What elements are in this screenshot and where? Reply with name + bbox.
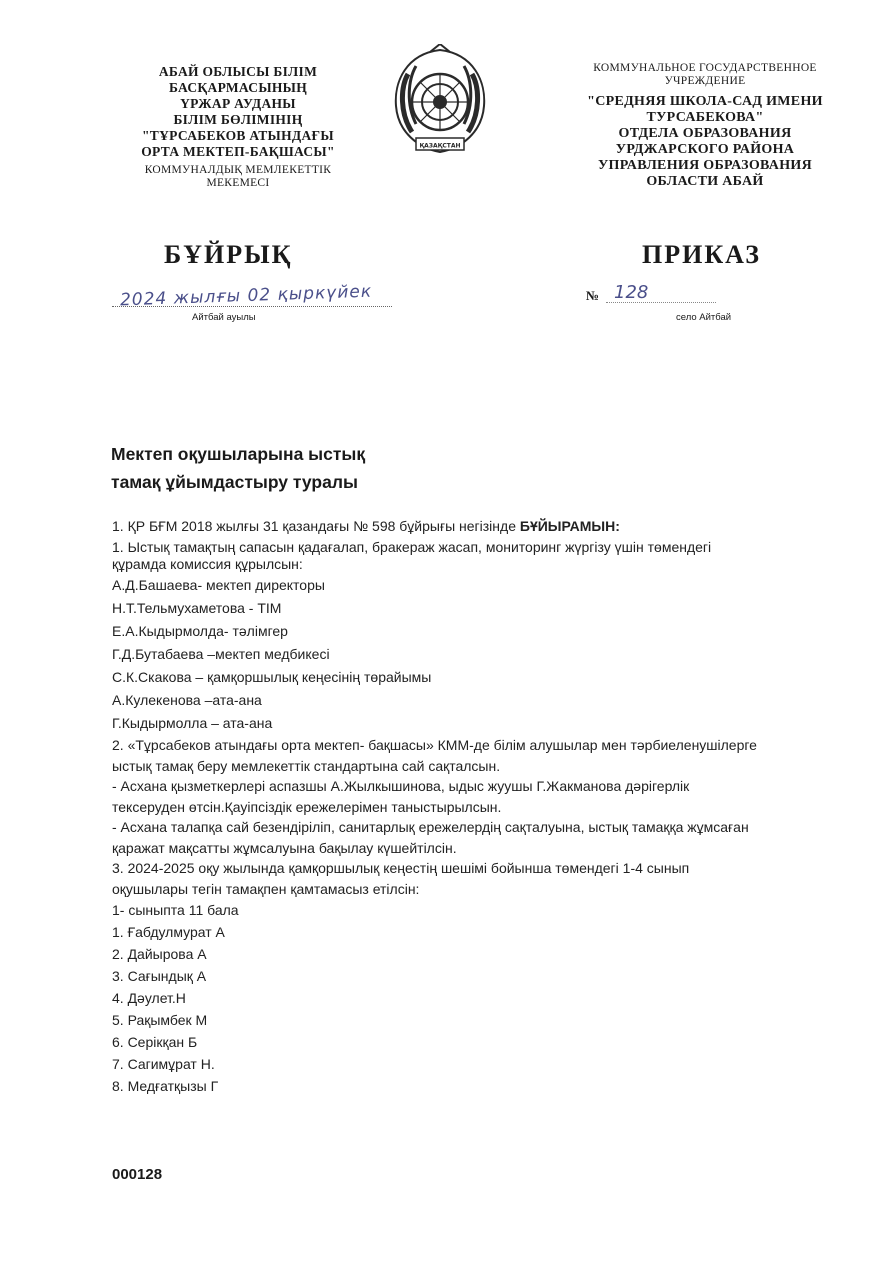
order-body <box>112 516 802 1097</box>
commission-member: С.К.Скакова – қамқоршылық кеңесінің төрайымы <box>112 669 432 685</box>
header-right-sub <box>560 62 850 88</box>
subject-line: Мектеп оқушыларына ыстық <box>111 444 366 464</box>
class-line: 1- сыныпта 11 бала <box>112 902 239 918</box>
header-right-line: УПРАВЛЕНИЯ ОБРАЗОВАНИЯ <box>597 158 812 173</box>
header-right-line: ОТДЕЛА ОБРАЗОВАНИЯ <box>618 126 792 141</box>
header-right-org <box>560 62 850 190</box>
commission-member: Е.А.Кыдырмолда- тәлімгер <box>112 623 288 639</box>
intro-bold: БҰЙЫРАМЫН: <box>519 518 620 534</box>
student-item: 8. Медғатқызы Г <box>112 1078 219 1094</box>
header-left-line: ОРТА МЕКТЕП-БАҚШАСЫ" <box>141 144 335 159</box>
header-left-line: БІЛІМ БӨЛІМІНІҢ <box>173 112 303 127</box>
commission-member: Г.Кыдырмолла – ата-ана <box>112 715 273 731</box>
header-left-sub-line: МЕКЕМЕСІ <box>206 177 270 189</box>
handwritten-order-number: 128 <box>614 282 649 303</box>
paragraph-2b-line: қаражат мақсатты жұмсалуына бақылау күшейтілсін. <box>112 839 457 856</box>
header-right-line: "СРЕДНЯЯ ШКОЛА-САД ИМЕНИ <box>587 94 823 109</box>
state-emblem-icon <box>386 44 494 162</box>
student-item: 3. Сағындық А <box>112 968 207 984</box>
order-title-ru: ПРИКАЗ <box>642 240 762 269</box>
order-number-label: № <box>586 288 600 303</box>
header-right-line: ОБЛАСТИ АБАЙ <box>646 174 764 189</box>
student-item: 5. Рақымбек М <box>112 1012 208 1028</box>
date-underline <box>112 306 392 307</box>
commission-member: Г.Д.Бутабаева –мектеп медбикесі <box>112 646 330 662</box>
paragraph-2a-line: - Асхана қызметкерлері аспазшы А.Жылкышинова, ыдыс жуушы Г.Жакманова дәрігерлік <box>112 778 690 794</box>
intro-line <box>112 516 802 537</box>
commission-member: А.Д.Башаева- мектеп директоры <box>112 577 325 593</box>
paragraph-2a-line: тексеруден өтсін.Қауіпсіздік ережелерімен таныстырылсын. <box>112 798 502 815</box>
handwritten-date: 2024 жылғы 02 қыркүйек <box>119 281 373 311</box>
header-left-org <box>118 64 358 190</box>
paragraph-1-line: 1. Ыстық тамақтың сапасын қадағалап, бракераж жасап, мониторинг жүргізу үшін төмендегі <box>112 538 712 555</box>
header-right-sub-line: УЧРЕЖДЕНИЕ <box>664 75 746 87</box>
student-item: 7. Сагимұрат Н. <box>112 1056 215 1072</box>
header-left-line: АБАЙ ОБЛЫСЫ БІЛІМ <box>158 64 318 79</box>
header-left-line: ҮРЖАР АУДАНЫ <box>180 96 296 111</box>
header-left-line: "ТҰРСАБЕКОВ АТЫНДАҒЫ <box>142 128 334 143</box>
order-title-kz: БҰЙРЫҚ <box>164 240 293 269</box>
paragraph-2-line: 2. «Тұрсабеков атындағы орта мектеп- бақшасы» КММ-де білім алушылар мен тәрбиеленушілерге <box>112 737 757 753</box>
header-left-sub-line: КОММУНАЛДЫҚ МЕМЛЕКЕТТІК <box>144 164 332 176</box>
header-right-sub-line: КОММУНАЛЬНОЕ ГОСУДАРСТВЕННОЕ <box>593 62 817 74</box>
header-left-line: БАСҚАРМАСЫНЫҢ <box>168 80 308 95</box>
paragraph-3-line: 3. 2024-2025 оқу жылында қамқоршылық кеңестің шешімі бойынша төмендегі 1-4 сынып <box>112 860 690 876</box>
document-serial-number: 000128 <box>112 1166 163 1183</box>
student-item: 2. Дайырова А <box>112 946 207 962</box>
order-subject <box>111 440 365 496</box>
village-name-kz: Айтбай ауылы <box>192 312 256 323</box>
subject-line: тамақ ұйымдастыру туралы <box>111 472 358 492</box>
header-right-line: УРДЖАРСКОГО РАЙОНА <box>615 142 795 157</box>
commission-member: Н.Т.Тельмухаметова - ТІМ <box>112 600 282 616</box>
intro-text: 1. ҚР БҒМ 2018 жылғы 31 қазандағы № 598 бұйрығы негізінде <box>112 518 520 534</box>
number-underline <box>606 302 716 303</box>
paragraph-2b-line: - Асхана талапқа сай безендіріліп, санитарлық ережелердің сақталуына, ыстық тамаққа жұмсаған <box>112 819 749 835</box>
village-name-ru: село Айтбай <box>676 312 732 323</box>
header-left-sub <box>118 164 358 190</box>
header-right-line: ТУРСАБЕКОВА" <box>646 110 764 125</box>
student-item: 1. Ғабдулмурат А <box>112 924 225 940</box>
svg-text:ҚАЗАҚСТАН: ҚАЗАҚСТАН <box>419 142 461 150</box>
commission-member: А.Кулекенова –ата-ана <box>112 692 262 708</box>
student-item: 6. Серікқан Б <box>112 1034 198 1050</box>
paragraph-1-line: құрамда комиссия құрылсын: <box>112 556 303 572</box>
paragraph-2-line: ыстық тамақ беру мемлекеттік стандартына сай сақталсын. <box>112 757 501 774</box>
paragraph-3-line: оқушылары тегін тамақпен қамтамасыз етілсін: <box>112 880 420 897</box>
student-item: 4. Дәулет.Н <box>112 990 186 1006</box>
